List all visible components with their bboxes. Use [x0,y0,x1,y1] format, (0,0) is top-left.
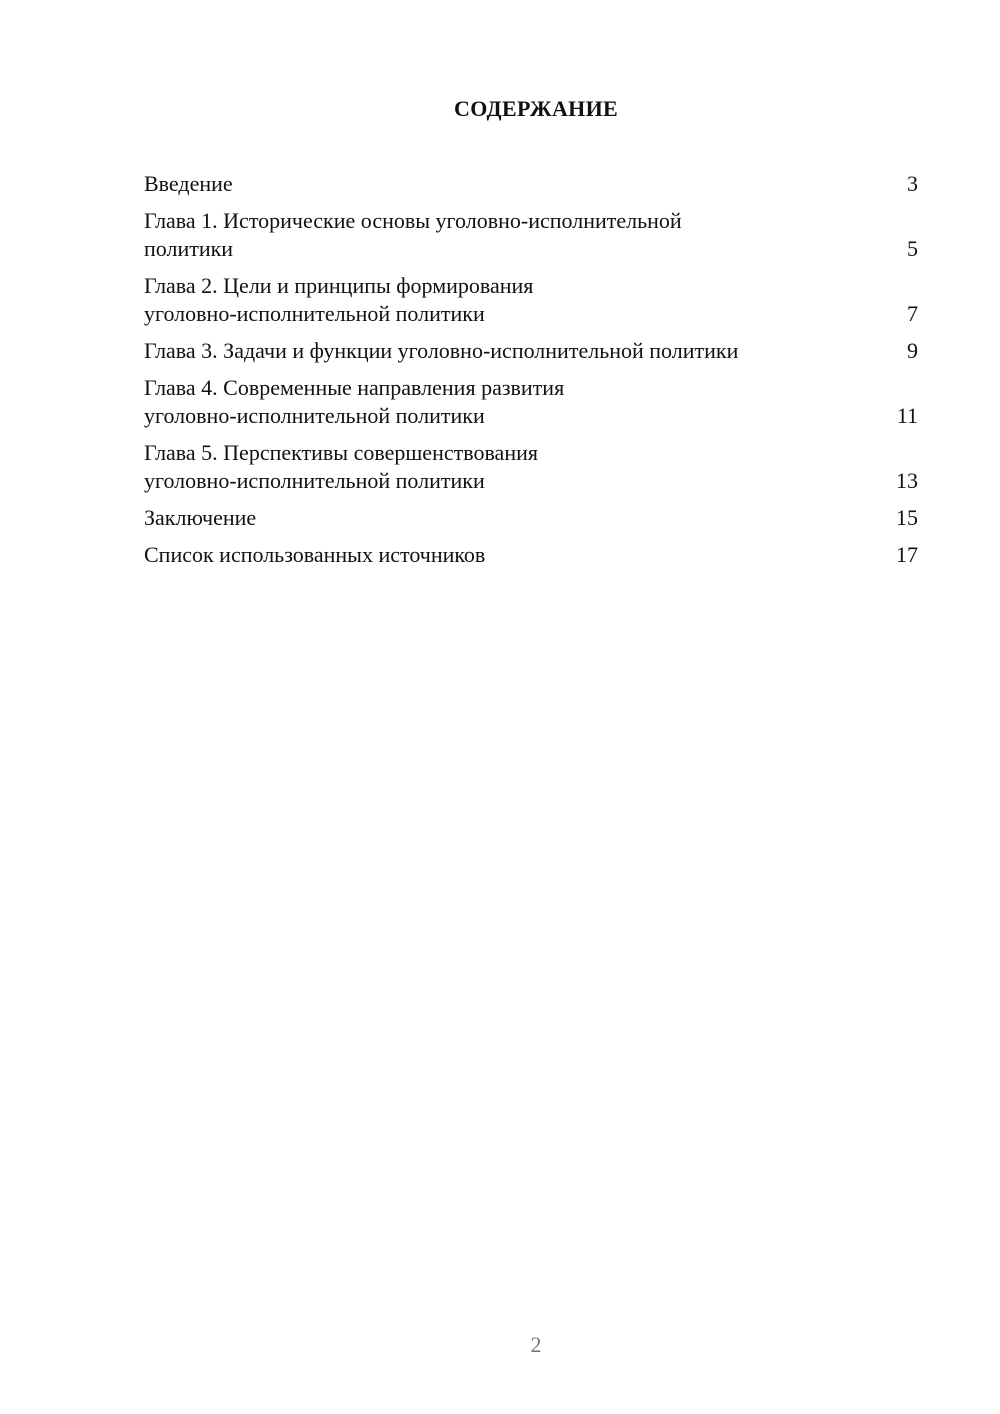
toc-entry [144,272,918,328]
toc-entry-title: Список использованных источников [144,542,486,567]
toc-entry-page: 11 [896,403,918,428]
toc-entry-title: Глава 2. Цели и принципы формирования уголовно-исполнительной политики [144,273,534,326]
toc-entry-page: 13 [896,468,918,493]
toc-entry-page: 3 [907,171,918,196]
page-number: 2 [530,1332,542,1357]
page-title: СОДЕРЖАНИЕ [454,96,618,121]
toc-entry [144,439,918,495]
toc-entry-title: Глава 5. Перспективы совершенствования уголовно-исполнительной политики [144,440,538,493]
toc-entry [144,374,918,430]
toc-entry-page: 7 [907,301,918,326]
toc-entry-title: Глава 1. Исторические основы уголовно-исполнительной политики [144,208,682,261]
toc-entry-page: 9 [907,338,918,363]
toc-entry [144,504,918,532]
toc-entry [144,170,918,198]
toc-entry-page: 15 [896,505,918,530]
toc-entry-title: Глава 3. Задачи и функции уголовно-исполнительной политики [144,338,739,363]
toc-entry-title: Глава 4. Современные направления развития уголовно-исполнительной политики [144,375,565,428]
toc-entry [144,541,918,569]
toc-entry-page: 17 [896,542,918,567]
toc-entry-title: Заключение [144,505,257,530]
toc-entry-page: 5 [907,236,918,261]
toc-entry [144,207,918,263]
toc-entry [144,337,918,365]
table-of-contents [144,170,918,578]
toc-entry-title: Введение [144,171,233,196]
